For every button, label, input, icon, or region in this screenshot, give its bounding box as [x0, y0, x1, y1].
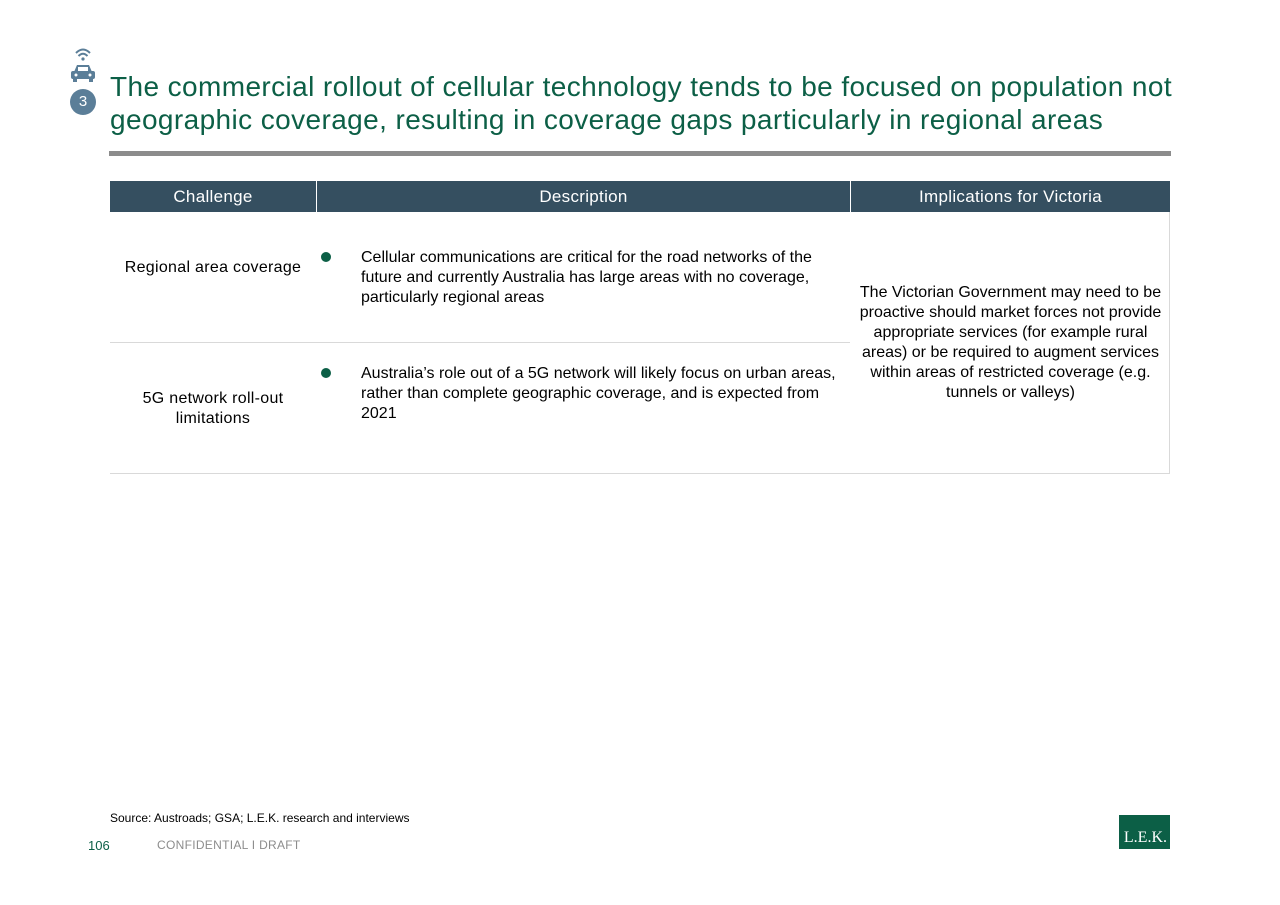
description-5g-rollout: Australia’s role out of a 5G network will likely focus on urban areas, rather than complete geographic coverage, and is expected from 2021 — [361, 365, 836, 422]
source-note: Source: Austroads; GSA; L.E.K. research and interviews — [110, 811, 410, 825]
row-divider — [110, 342, 850, 343]
challenge-5g-rollout: 5G network roll-out limitations — [142, 390, 284, 427]
column-header-challenge: Challenge — [110, 181, 316, 212]
step-number-badge: 3 — [70, 89, 96, 115]
title-divider — [109, 151, 1171, 156]
page-number: 106 — [88, 838, 110, 853]
page-title: The commercial rollout of cellular technology tends to be focused on population not geographic coverage, resulting in coverage gaps particularly in regional areas — [110, 71, 1173, 135]
column-header-description: Description — [317, 181, 850, 212]
confidential-label: CONFIDENTIAL I DRAFT — [157, 838, 301, 852]
lek-logo: L.E.K. — [1119, 815, 1170, 849]
bullet-icon — [321, 252, 331, 262]
implications-for-victoria: The Victorian Government may need to be proactive should market forces not provide appropriate services (for example rural areas) or be required to augment services within areas of restricted coverage (e.g. tunnels or valleys) — [859, 284, 1162, 401]
description-regional-coverage: Cellular communications are critical for the road networks of the future and currently Australia has large areas with no coverage, particularly regional areas — [361, 249, 812, 306]
challenge-regional-coverage: Regional area coverage — [124, 259, 302, 276]
challenges-table — [110, 181, 1170, 474]
table-bottom-border — [110, 473, 1170, 474]
bullet-icon — [321, 368, 331, 378]
column-header-implications: Implications for Victoria — [851, 181, 1170, 212]
